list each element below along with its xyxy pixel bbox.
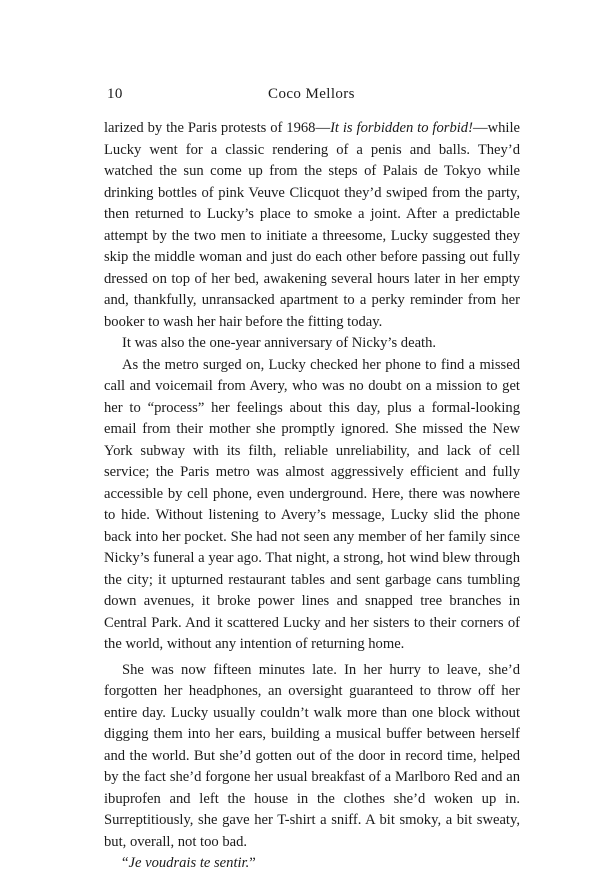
text-run: —while Lucky went for a classic rendering of a penis and balls. They’d watched the sun come up from the steps of Palais de Tokyo while drinking bottles of pink Veuve Clicquot they’d swiped from the party, then returned to Lucky’s place to smoke a joint. After a predictable attempt by the two men to initiate a threesome, Lucky suggested they skip the middle woman and just do each other before passing out fully dressed on top of her bed, awakening several hours later in her empty and, thankfully, unransacked apartment to a perky reminder from her booker to wash her hair before the fitting today. bbox=[104, 120, 520, 330]
text-run: As the metro surged on, Lucky checked her phone to find a missed call and voicemail from Avery, who was no doubt on a mission to get her to “process” her feelings about this day, plus a formal-looking email from their mother she promptly ignored. She missed the New York subway with its filth, reliable unreliability, and lack of cell service; the Paris metro was almost aggressively efficient and fully accessible by cell phone, even underground. Here, there was nowhere to hide. Without listening to Avery’s message, Lucky slid the phone back into her pocket. She had not seen any member of her family since Nicky’s funeral a year ago. That night, a strong, hot wind blew through the city; it upturned restaurant tables and sent garbage cans tumbling down avenues, it broke power lines and snapped tree branches in Central Park. And it scattered Lucky and her sisters to their corners of the world, without any intention of returning home. bbox=[104, 356, 520, 652]
text-run: larized by the Paris protests of 1968— bbox=[104, 120, 331, 136]
page-header bbox=[103, 86, 520, 108]
paragraph bbox=[104, 355, 520, 656]
body-text bbox=[104, 118, 520, 875]
text-run: It was also the one-year anniversary of Nicky’s death. bbox=[122, 335, 437, 351]
paragraph bbox=[104, 118, 520, 333]
text-run: ” bbox=[249, 855, 256, 871]
italic-text: It is forbidden to forbid! bbox=[330, 120, 473, 136]
text-run: She was now fifteen minutes late. In her hurry to leave, she’d forgotten her headphones, an oversight guaranteed to throw off her entire day. Lucky usually couldn’t walk more than one block without digging them into her ears, building a musical buffer between herself and the world. But she’d gotten out of the door in record time, helped by the fact she’d forgone her usual breakfast of a Marlboro Red and an ibuprofen and left the house in the clothes she’d woken up in. Surreptitiously, she gave her T-shirt a sniff. A bit smoky, a bit sweaty, but, overall, not too bad. bbox=[104, 661, 520, 850]
page-number: 10 bbox=[107, 86, 123, 102]
italic-text: Je voudrais te sentir. bbox=[128, 855, 250, 871]
paragraph bbox=[104, 660, 520, 854]
running-head: Coco Mellors bbox=[268, 86, 355, 102]
paragraph bbox=[104, 853, 520, 875]
paragraph bbox=[104, 333, 520, 355]
text-run: “ bbox=[122, 855, 129, 871]
